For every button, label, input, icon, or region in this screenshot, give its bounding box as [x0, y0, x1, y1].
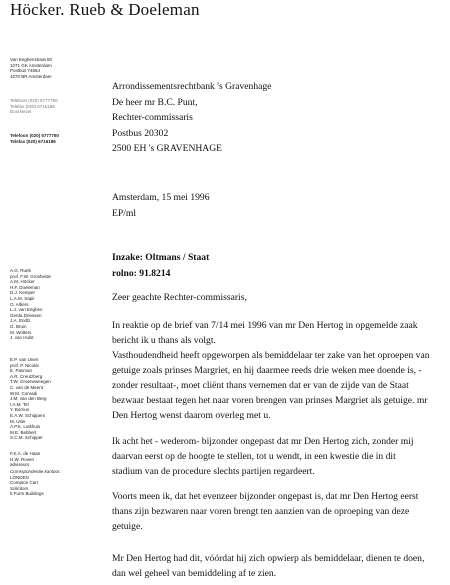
partner-name: D.J. Kemper: [10, 290, 36, 296]
contact-line: Telefoon (020) 5777750: [10, 133, 59, 138]
partner-name: M. Wolters: [10, 329, 32, 335]
correspondent-line: 5 Furm Buildings: [10, 491, 44, 497]
paragraph-timing: [112, 489, 450, 534]
partner-name: E. Pasman: [10, 368, 33, 374]
address-line: Postbus 74654: [10, 68, 41, 74]
correspondent-office: [10, 469, 61, 497]
partner-name: S.C.M. Schipper: [10, 435, 43, 441]
office-address: [10, 57, 52, 79]
paragraph-objection: [112, 434, 450, 479]
partner-name: E.A.W. Schippers: [10, 412, 46, 418]
partner-name: O. Albers: [10, 301, 29, 307]
recipient-line: 2500 EH 's GRAVENHAGE: [112, 143, 223, 155]
body-line: Vasthoudendheid heeft opgeworpen als bemiddelaar ter zake van het oproepen van: [112, 350, 430, 361]
contact-line: Telefax (020) 6716186: [10, 138, 56, 144]
body-line: thans zijn bezwaren naar voren brengt ten aanzien van de oproeping van deze: [112, 506, 410, 517]
paragraph-response: [112, 318, 450, 348]
recipient-address: [112, 79, 271, 157]
partner-name: H.F. Doeleman: [10, 284, 40, 290]
recipient-line: Postbus 20302: [112, 127, 169, 139]
partner-name: T.W. Groeneweegen: [10, 379, 51, 385]
recipient-line: Rechter-commissaris: [112, 112, 193, 124]
partner-name: E.P. van Unen: [10, 357, 39, 362]
subject: [112, 250, 209, 281]
partner-name: J.M. van den Berg: [10, 396, 47, 402]
body-line: In reaktie op de brief van 7/14 mei 1996 van mr Den Hertog in opgemelde zaak: [112, 320, 418, 331]
partner-name: G. Bruin: [10, 323, 27, 329]
subject-line: Inzake: Oltmans / Staat: [112, 252, 210, 263]
body-line: bericht ik u thans als volgt.: [112, 335, 216, 346]
body-line: Voorts meen ik, dat het evenzeer bijzonder ongepast is, dat mr Den Hertog eerst: [112, 491, 419, 502]
body-line: bezwaar bestaat tegen het naar voren brengen van prinses Margriet als getuige. mr: [112, 395, 428, 406]
contact-faint: [10, 98, 58, 115]
case-number: rolno: 91.8214: [112, 267, 171, 279]
partner-name: F.K.A. de Haan: [10, 451, 41, 456]
date-reference: [112, 190, 210, 221]
partner-name: J.A. Endtz: [10, 318, 31, 324]
partner-name: Gerda Driessen: [10, 312, 42, 318]
address-line: Van Eeghenstraat 80: [10, 57, 52, 62]
reference-code: EP/ml: [112, 207, 136, 219]
partners-group-1: [10, 268, 51, 341]
partner-name: prof. F.W. Grosheide: [10, 273, 52, 279]
partner-name: A.P.K. Lutkhuis: [10, 424, 41, 430]
address-line: 1071 GK Amsterdam: [10, 62, 52, 68]
correspondent-title: Correspondentie kantoor:: [10, 469, 61, 474]
correspondent-line: Solicitors: [10, 485, 29, 491]
contact-line: Telefax (020) 6716186: [10, 103, 55, 109]
body-line: daarvan eerst op de hoogte te stellen, tot u wendt, in een kwestie die in dit: [112, 451, 396, 462]
partner-name: L.A.M. Sapir: [10, 295, 35, 301]
partner-name: L.J. van Eeghen: [10, 307, 43, 313]
partner-name: prof. P. Nicolai: [10, 362, 39, 368]
recipient-line: De heer mr B.C. Punt,: [112, 96, 198, 108]
letter-date: Amsterdam, 15 mei 1996: [112, 192, 210, 203]
body-line: getuige.: [112, 521, 143, 532]
partner-name: adviseurs: [10, 462, 30, 468]
body-line: Den Hertog wenst daarom overleg met u.: [112, 410, 271, 421]
partner-name: J. van Hulst: [10, 335, 34, 341]
correspondent-line: LONDEN: [10, 474, 29, 480]
partners-group-3: [10, 451, 40, 468]
contact-bold: [10, 133, 59, 144]
partner-name: I.A.M. Tel: [10, 401, 29, 407]
partner-name: M.E. Bebbert: [10, 429, 37, 435]
partner-name: C. van de Meent: [10, 384, 44, 390]
partner-name: M. Uiter: [10, 418, 26, 424]
body-line: Ik acht het - wederom- bijzonder ongepast dat mr Den Hertog zich, zonder mij: [112, 436, 414, 447]
contact-line: Telefoon (020) 5777750: [10, 98, 58, 103]
recipient-line: Arrondissementsrechtbank 's Gravenhage: [112, 81, 272, 92]
partner-name: A.R. Creutzberg: [10, 373, 43, 379]
partner-name: H.W. Roven: [10, 456, 35, 462]
partners-group-2: [10, 357, 51, 441]
paragraph-conclusion: [112, 551, 450, 581]
body-line: getuige zoals prinses Margriet, en hij daarmee reeds drie weken mee doende is, -: [112, 365, 422, 376]
correspondent-line: Compton Carr: [10, 480, 39, 486]
body-line: dan wel geheel van bemiddeling af te zien.: [112, 568, 277, 579]
body-line: zonder resultaat-, moet cliënt thans vernemen dat er van de zijde van de Staat: [112, 380, 409, 391]
partner-name: W.M. Conradi: [10, 390, 38, 396]
address-line: 1070 BR Amsterdam: [10, 73, 52, 79]
paragraph-mediation: [112, 348, 450, 423]
firm-name: Höcker. Rueb & Doeleman: [10, 0, 200, 19]
body-line: Mr Den Hertog had dit, vóórdat hij zich opwierp als bemiddelaar, dienen te doen,: [112, 553, 425, 564]
partner-name: A.G. Rueb: [10, 268, 32, 273]
partner-name: A.M. Höcker: [10, 279, 35, 285]
salutation: Zeer geachte Rechter-commissaris,: [112, 292, 247, 303]
partner-name: Y. Borrius: [10, 407, 30, 413]
contact-line: Doorkiezer: [10, 109, 32, 115]
body-line: stadium van de procedure slechts partijen regardeert.: [112, 466, 315, 477]
